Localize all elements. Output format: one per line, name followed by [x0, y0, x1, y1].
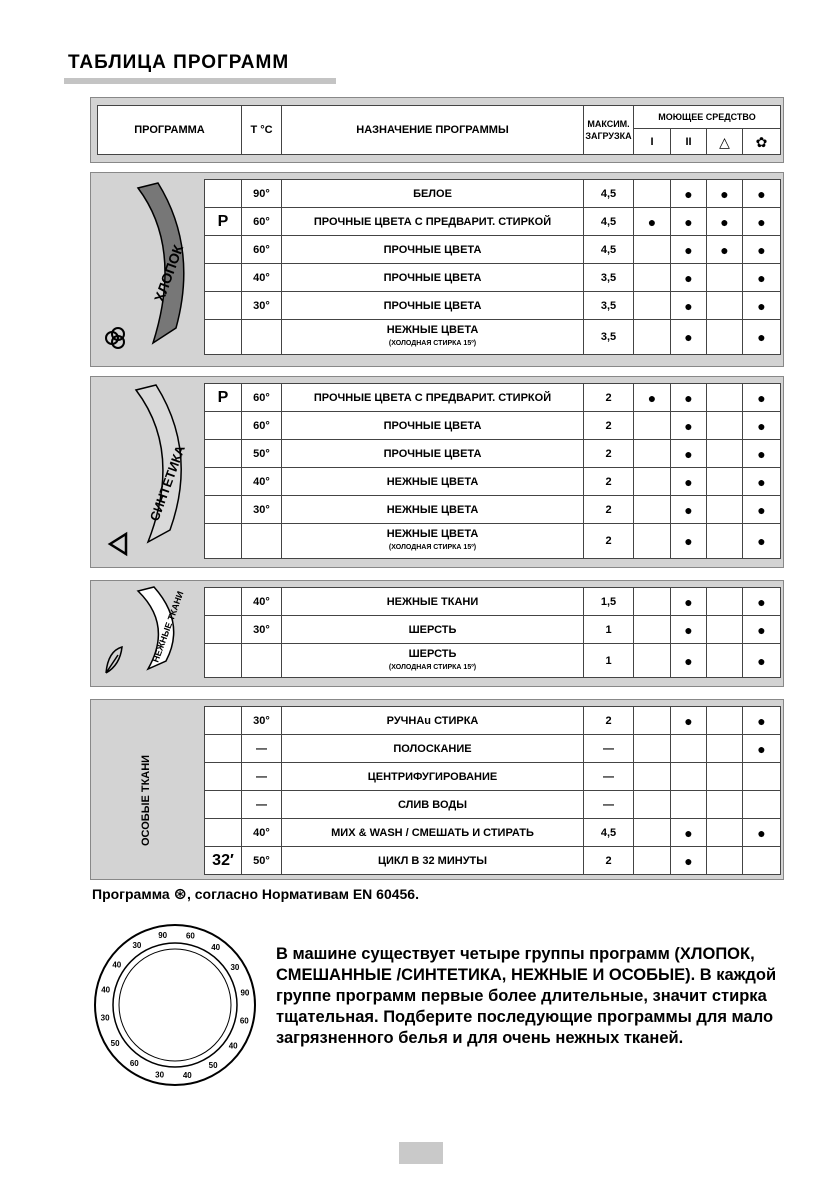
dial-label: 60 — [185, 931, 195, 941]
detergent-3-marker — [707, 588, 743, 616]
synthetic-symbol-icon — [110, 534, 126, 554]
table-row — [205, 791, 781, 819]
program-symbol — [205, 763, 242, 791]
table-row — [205, 616, 781, 644]
detergent-1-marker — [634, 384, 671, 412]
dot-marker: ● — [684, 593, 693, 610]
table-row — [205, 735, 781, 763]
detergent-4-marker — [743, 468, 781, 496]
max-load: — — [584, 791, 634, 819]
detergent-2-marker — [671, 320, 707, 355]
dot-marker: ● — [757, 533, 766, 549]
detergent-2-marker — [671, 524, 707, 559]
temperature: 30° — [242, 616, 282, 644]
dot-marker: ● — [757, 329, 766, 345]
table-row — [205, 440, 781, 468]
max-load: 2 — [584, 440, 634, 468]
detergent-2-marker — [671, 847, 707, 875]
temperature: 30° — [242, 292, 282, 320]
program-dial — [80, 918, 270, 1088]
max-load: 3,5 — [584, 264, 634, 292]
dot-marker: ● — [684, 852, 693, 869]
program-symbol — [205, 791, 242, 819]
dot-marker: ● — [757, 297, 766, 314]
dot-marker: ● — [757, 213, 766, 230]
detergent-1-marker — [634, 763, 671, 791]
dot-marker: ● — [757, 621, 766, 638]
program-description: ЦИКЛ В 32 МИНУТЫ — [282, 847, 584, 875]
detergent-4-marker — [743, 180, 781, 208]
detergent-4-marker — [743, 320, 781, 355]
program-symbol — [205, 735, 242, 763]
temperature: 40° — [242, 264, 282, 292]
detergent-1-marker — [634, 847, 671, 875]
description-note: (ХОЛОДНАЯ СТИРКА 15º) — [388, 340, 477, 347]
detergent-2-marker — [671, 707, 707, 735]
max-load: 1 — [584, 616, 634, 644]
description-text: НЕЖНЫЕ ЦВЕТА — [386, 528, 479, 540]
temperature: 40° — [242, 819, 282, 847]
detergent-3-marker — [707, 616, 743, 644]
detergent-4-marker — [743, 644, 781, 678]
detergent-1-marker — [634, 320, 671, 355]
detergent-3-marker — [707, 208, 743, 236]
page-title: ТАБЛИЦА ПРОГРАММ — [68, 52, 290, 73]
dot-marker: ● — [757, 501, 766, 518]
table-row — [205, 292, 781, 320]
program-symbol — [205, 264, 242, 292]
dot-marker: ● — [684, 473, 693, 490]
detergent-4-marker — [743, 208, 781, 236]
delicate-label-text: НЕЖНЫЕ ТКАНИ — [150, 589, 186, 664]
temperature: 30° — [242, 707, 282, 735]
description-text: НЕЖНЫЕ ЦВЕТА — [386, 324, 479, 336]
table-row — [205, 588, 781, 616]
description-note: (ХОЛОДНАЯ СТИРКА 15º) — [388, 544, 477, 551]
detergent-3-marker — [707, 763, 743, 791]
header-det-1: I — [634, 129, 671, 155]
program-symbol — [205, 292, 242, 320]
max-load: — — [584, 763, 634, 791]
dot-marker: ● — [684, 329, 693, 345]
program-symbol — [205, 236, 242, 264]
max-load: 2 — [584, 468, 634, 496]
table-row — [205, 707, 781, 735]
dot-marker: ● — [757, 417, 766, 434]
program-description: ПРОЧНЫЕ ЦВЕТА — [282, 292, 584, 320]
detergent-3-marker — [707, 468, 743, 496]
max-load: 1,5 — [584, 588, 634, 616]
detergent-2-marker — [671, 208, 707, 236]
description-note: (ХОЛОДНАЯ СТИРКА 15º) — [388, 663, 477, 671]
program-symbol — [205, 707, 242, 735]
temperature: 60° — [242, 412, 282, 440]
dial-label: 40 — [101, 985, 111, 995]
max-load: 2 — [584, 847, 634, 875]
dot-marker: ● — [720, 241, 729, 258]
dot-marker: ● — [684, 297, 693, 314]
detergent-1-marker — [634, 264, 671, 292]
dot-marker: ● — [684, 213, 693, 230]
detergent-1-marker — [634, 588, 671, 616]
program-symbol — [205, 496, 242, 524]
cotton-table — [204, 179, 781, 355]
delicate-table — [204, 587, 781, 678]
detergent-1-marker — [634, 208, 671, 236]
cotton-label-text: ХЛОПОК — [150, 242, 187, 305]
program-symbol — [205, 588, 242, 616]
detergent-3-marker — [707, 292, 743, 320]
header-max-load: МАКСИМ. ЗАГРУЗКА — [584, 106, 634, 155]
detergent-2-marker — [671, 440, 707, 468]
detergent-1-marker — [634, 496, 671, 524]
program-symbol — [205, 320, 242, 355]
max-load: 4,5 — [584, 208, 634, 236]
detergent-1-marker — [634, 644, 671, 678]
cotton-label-graphic — [98, 178, 198, 358]
dial-label: 50 — [208, 1060, 218, 1070]
max-load: 2 — [584, 384, 634, 412]
detergent-3-marker — [707, 440, 743, 468]
page-number-box — [399, 1142, 443, 1164]
program-symbol: 32′ — [205, 847, 242, 875]
delicate-symbol-icon — [106, 647, 122, 673]
detergent-1-marker — [634, 236, 671, 264]
max-load: 4,5 — [584, 180, 634, 208]
program-description: ЦЕНТРИФУГИРОВАНИЕ — [282, 763, 584, 791]
dot-marker: ● — [757, 185, 766, 202]
max-load: 2 — [584, 524, 634, 559]
program-description: ПРОЧНЫЕ ЦВЕТА — [282, 440, 584, 468]
detergent-4-marker — [743, 264, 781, 292]
detergent-2-marker — [671, 644, 707, 678]
program-description: НЕЖНЫЕ ТКАНИ — [282, 588, 584, 616]
detergent-3-marker — [707, 180, 743, 208]
program-description: СЛИВ ВОДЫ — [282, 791, 584, 819]
dot-marker: ● — [684, 269, 693, 286]
dial-label: 60 — [239, 1016, 249, 1026]
program-symbol — [205, 524, 242, 559]
detergent-1-marker — [634, 180, 671, 208]
dial-label: 30 — [132, 941, 142, 951]
temperature: — — [242, 763, 282, 791]
header-purpose: НАЗНАЧЕНИЕ ПРОГРАММЫ — [282, 106, 584, 155]
detergent-2-marker — [671, 180, 707, 208]
detergent-4-marker — [743, 412, 781, 440]
dial-label: 40 — [182, 1070, 192, 1080]
dot-marker: ● — [684, 533, 693, 549]
detergent-2-marker — [671, 791, 707, 819]
detergent-2-marker — [671, 384, 707, 412]
detergent-3-marker — [707, 819, 743, 847]
detergent-3-marker — [707, 644, 743, 678]
dial-label: 40 — [112, 960, 122, 970]
dot-marker: ● — [684, 712, 693, 729]
max-load: 3,5 — [584, 320, 634, 355]
program-description — [282, 644, 584, 678]
detergent-3-marker — [707, 264, 743, 292]
temperature: 60° — [242, 236, 282, 264]
program-description: НЕЖНЫЕ ЦВЕТА — [282, 496, 584, 524]
table-row — [205, 524, 781, 559]
dot-marker: ● — [684, 417, 693, 434]
table-row — [205, 644, 781, 678]
temperature — [242, 320, 282, 355]
program-symbol — [205, 644, 242, 678]
description-text: ШЕРСТЬ — [408, 647, 457, 660]
table-row — [205, 236, 781, 264]
detergent-2-marker — [671, 735, 707, 763]
detergent-4-marker — [743, 292, 781, 320]
header-det-2: II — [671, 129, 707, 155]
dial-label: 30 — [155, 1070, 165, 1080]
dial-label: 40 — [211, 942, 221, 952]
program-symbol: P — [205, 384, 242, 412]
detergent-3-marker — [707, 707, 743, 735]
temperature: 60° — [242, 384, 282, 412]
detergent-2-marker — [671, 763, 707, 791]
detergent-4-marker — [743, 236, 781, 264]
detergent-2-marker — [671, 468, 707, 496]
synthetic-table — [204, 383, 781, 559]
table-row — [205, 468, 781, 496]
program-description — [282, 524, 584, 559]
table-row — [205, 847, 781, 875]
header-detergent: МОЮЩЕЕ СРЕДСТВО — [634, 106, 781, 129]
dial-label: 40 — [228, 1041, 238, 1051]
dot-marker: ● — [757, 241, 766, 258]
max-load: 2 — [584, 496, 634, 524]
cotton-symbol-icon — [106, 328, 124, 348]
temperature: 40° — [242, 588, 282, 616]
dot-marker: ● — [757, 269, 766, 286]
program-symbol — [205, 819, 242, 847]
detergent-4-marker — [743, 735, 781, 763]
program-description: МИХ & WASH / СМЕШАТЬ И СТИРАТЬ — [282, 819, 584, 847]
header-panel — [90, 97, 784, 163]
detergent-1-marker — [634, 440, 671, 468]
detergent-4-marker — [743, 763, 781, 791]
temperature: 90° — [242, 180, 282, 208]
detergent-4-marker — [743, 847, 781, 875]
detergent-4-marker — [743, 384, 781, 412]
detergent-2-marker — [671, 496, 707, 524]
temperature: 40° — [242, 468, 282, 496]
detergent-3-marker — [707, 320, 743, 355]
table-row — [205, 208, 781, 236]
detergent-3-marker — [707, 735, 743, 763]
table-row — [205, 496, 781, 524]
eco-symbol-icon: ⊛ — [173, 886, 187, 903]
synthetic-label-text: СИНТЕТИКА — [146, 443, 188, 524]
detergent-1-marker — [634, 292, 671, 320]
detergent-2-marker — [671, 236, 707, 264]
detergent-4-marker — [743, 791, 781, 819]
table-row — [205, 264, 781, 292]
header-table — [97, 105, 781, 155]
dot-marker: ● — [647, 213, 657, 230]
max-load: — — [584, 735, 634, 763]
program-description — [282, 320, 584, 355]
dial-label: 50 — [110, 1039, 120, 1049]
detergent-4-marker — [743, 496, 781, 524]
special-panel — [90, 699, 784, 880]
program-symbol — [205, 616, 242, 644]
program-description: ПРОЧНЫЕ ЦВЕТА — [282, 264, 584, 292]
dot-marker: ● — [757, 652, 766, 669]
max-load: 2 — [584, 412, 634, 440]
delicate-label-graphic — [98, 585, 198, 681]
detergent-4-marker — [743, 588, 781, 616]
max-load: 4,5 — [584, 236, 634, 264]
dot-marker: ● — [757, 712, 766, 729]
dial-label: 90 — [158, 931, 168, 941]
program-symbol — [205, 412, 242, 440]
dot-marker: ● — [684, 389, 693, 406]
dial-label: 30 — [100, 1013, 110, 1023]
detergent-4-marker — [743, 440, 781, 468]
info-paragraph: В машине существует четыре группы программ (ХЛОПОК, СМЕШАННЫЕ /СИНТЕТИКА, НЕЖНЫЕ И ОСОБЫЕ). В каждой группе программ первые более длительные, значит стирка тщательная. Подберите последующие программы для мало загрязненного белья и для очень нежных тканей. — [276, 945, 777, 1047]
temperature: 30° — [242, 496, 282, 524]
detergent-2-marker — [671, 292, 707, 320]
detergent-4-marker — [743, 707, 781, 735]
header-temp: T °C — [242, 106, 282, 155]
max-load: 3,5 — [584, 292, 634, 320]
program-description: ПРОЧНЫЕ ЦВЕТА — [282, 236, 584, 264]
detergent-2-marker — [671, 412, 707, 440]
program-description: ПРОЧНЫЕ ЦВЕТА — [282, 412, 584, 440]
dot-marker: ● — [720, 213, 729, 230]
max-load: 4,5 — [584, 819, 634, 847]
detergent-2-marker — [671, 616, 707, 644]
detergent-4-marker — [743, 616, 781, 644]
dot-marker: ● — [757, 740, 766, 757]
detergent-1-marker — [634, 524, 671, 559]
dot-marker: ● — [684, 621, 693, 638]
detergent-1-marker — [634, 819, 671, 847]
detergent-2-marker — [671, 819, 707, 847]
program-symbol — [205, 180, 242, 208]
detergent-1-marker — [634, 616, 671, 644]
dot-marker: ● — [647, 389, 657, 406]
special-table — [204, 706, 781, 875]
program-symbol — [205, 440, 242, 468]
dot-marker: ● — [757, 445, 766, 462]
dot-marker: ● — [684, 501, 693, 518]
detergent-1-marker — [634, 791, 671, 819]
detergent-4-marker — [743, 819, 781, 847]
program-symbol — [205, 468, 242, 496]
detergent-3-marker — [707, 412, 743, 440]
detergent-1-marker — [634, 707, 671, 735]
title-underline — [64, 78, 336, 84]
detergent-1-marker — [634, 735, 671, 763]
special-label-graphic — [130, 706, 160, 874]
detergent-3-marker — [707, 384, 743, 412]
temperature — [242, 524, 282, 559]
max-load: 1 — [584, 644, 634, 678]
max-load: 2 — [584, 707, 634, 735]
program-symbol: P — [205, 208, 242, 236]
program-description: РУЧНАu СТИРКА — [282, 707, 584, 735]
dial-label: 30 — [230, 962, 240, 972]
dot-marker: ● — [684, 185, 693, 202]
table-row — [205, 180, 781, 208]
dot-marker: ● — [720, 185, 729, 202]
detergent-3-marker — [707, 524, 743, 559]
program-description: НЕЖНЫЕ ЦВЕТА — [282, 468, 584, 496]
detergent-1-marker — [634, 412, 671, 440]
synthetic-label-graphic — [98, 382, 198, 562]
detergent-3-marker — [707, 236, 743, 264]
temperature: 60° — [242, 208, 282, 236]
table-row — [205, 763, 781, 791]
program-description: ПОЛОСКАНИЕ — [282, 735, 584, 763]
dot-marker: ● — [684, 824, 693, 841]
detergent-3-marker — [707, 847, 743, 875]
dot-marker: ● — [757, 473, 766, 490]
program-description: БЕЛОЕ — [282, 180, 584, 208]
dot-marker: ● — [684, 241, 693, 258]
program-description: ПРОЧНЫЕ ЦВЕТА С ПРЕДВАРИТ. СТИРКОЙ — [282, 384, 584, 412]
detergent-3-marker — [707, 496, 743, 524]
dial-label: 60 — [129, 1059, 139, 1069]
table-row — [205, 384, 781, 412]
table-row — [205, 819, 781, 847]
dot-marker: ● — [757, 593, 766, 610]
temperature — [242, 644, 282, 678]
table-row — [205, 320, 781, 355]
detergent-3-marker — [707, 791, 743, 819]
header-program: ПРОГРАММА — [98, 106, 242, 155]
detergent-1-marker — [634, 468, 671, 496]
temperature: — — [242, 735, 282, 763]
detergent-2-marker — [671, 264, 707, 292]
header-det-3: △ — [707, 129, 743, 155]
dot-marker: ● — [684, 445, 693, 462]
temperature: 50° — [242, 847, 282, 875]
dot-marker: ● — [757, 824, 766, 841]
dot-marker: ● — [757, 389, 766, 406]
detergent-4-marker — [743, 524, 781, 559]
dot-marker: ● — [684, 652, 693, 669]
dial-label: 90 — [240, 988, 250, 998]
table-row — [205, 412, 781, 440]
detergent-2-marker — [671, 588, 707, 616]
temperature: — — [242, 791, 282, 819]
header-det-4: ✿ — [743, 129, 781, 155]
program-description: ПРОЧНЫЕ ЦВЕТА С ПРЕДВАРИТ. СТИРКОЙ — [282, 208, 584, 236]
footnote: Программа ⊛, согласно Нормативам EN 60456. — [92, 886, 419, 903]
special-label-text: ОСОБЫЕ ТКАНИ — [140, 754, 152, 846]
program-description: ШЕРСТЬ — [282, 616, 584, 644]
temperature: 50° — [242, 440, 282, 468]
